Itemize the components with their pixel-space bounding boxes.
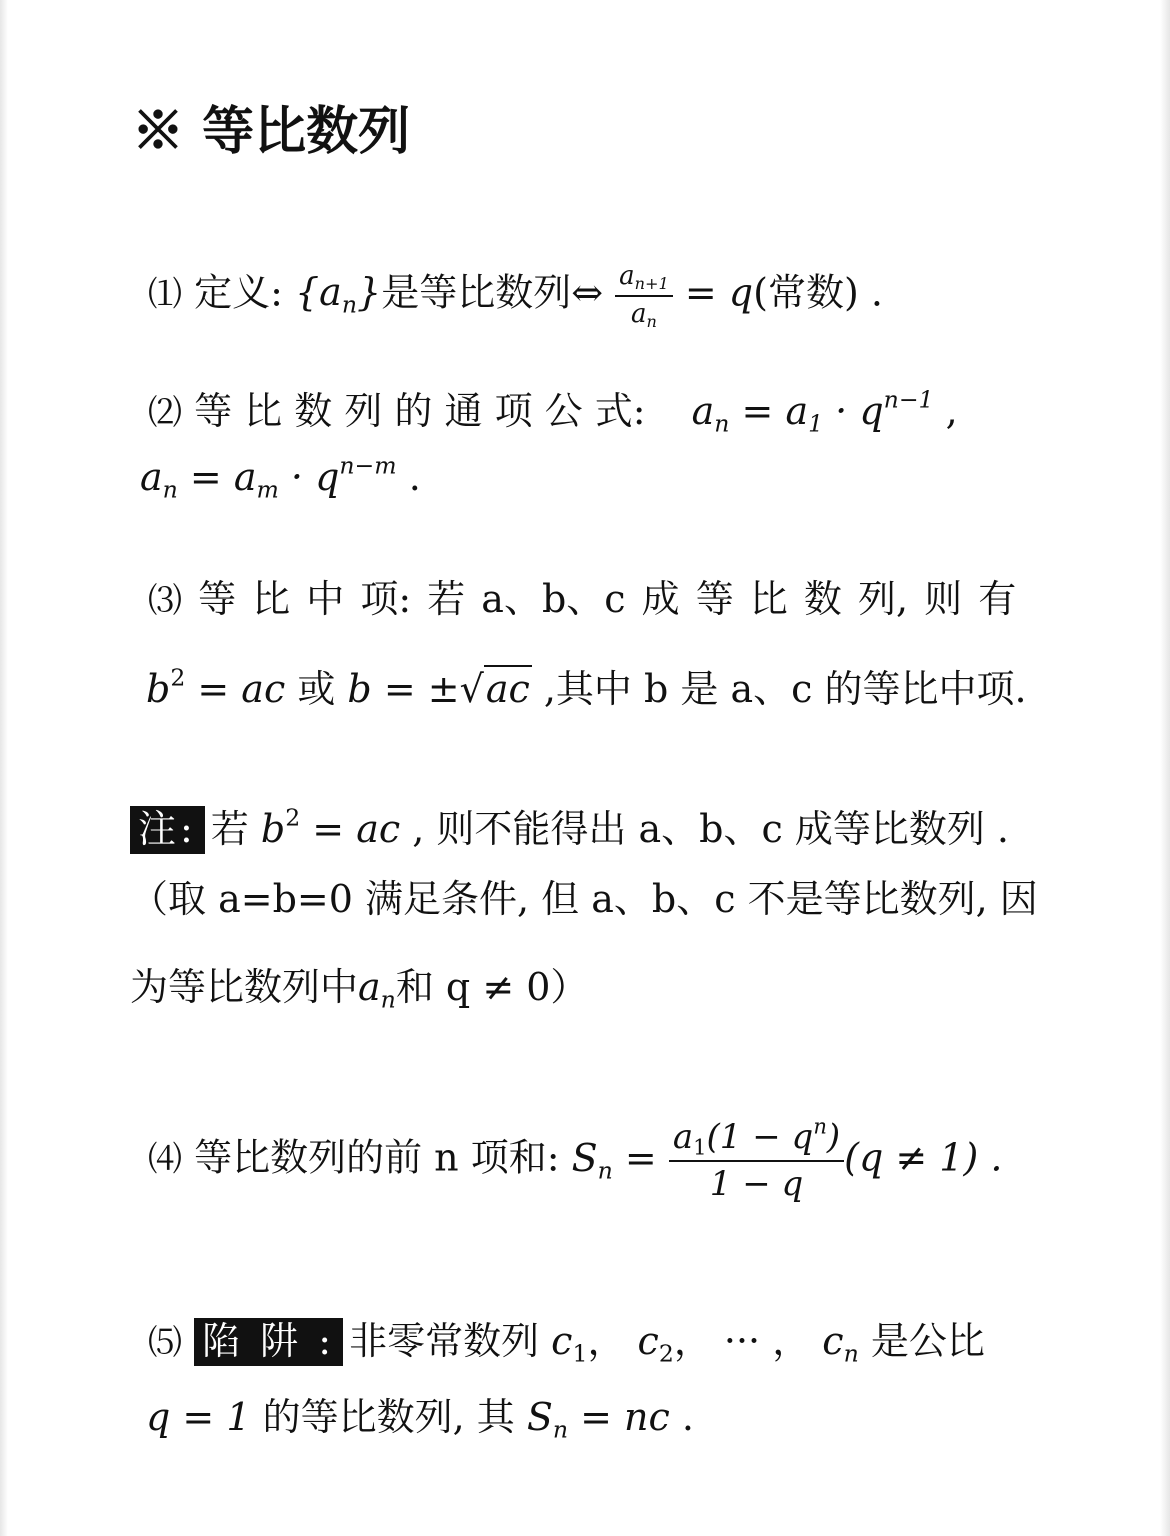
sequence-notation: $\{a_n\}$ [295, 270, 382, 319]
note-line3: 为等比数列中$a_n$和 q ≠ 0） [130, 965, 589, 1014]
definition-text: 是等比数列⇔ [381, 270, 604, 315]
trap-line2: q = 1 的等比数列, 其 $S_n$ = nc . [146, 1395, 694, 1444]
trap-tag: 陷 阱 : [194, 1318, 343, 1366]
item-definition [148, 262, 883, 330]
geometric-mean-formula: $b^2$ = ac 或 b = ±√ac ,其中 b 是 a、c 的等比中项. [146, 663, 1027, 711]
note-formula: $b^2$ = ac [260, 803, 401, 851]
general-term-label: 等 比 数 列 的 通 项 公 式: [194, 389, 646, 433]
definition-label: 定义: [194, 270, 283, 315]
item-partial-sum [148, 1113, 1003, 1205]
item-number: ⑷ [148, 1139, 182, 1180]
item-geometric-mean [148, 577, 1017, 621]
page-title: ※ 等比数列 [132, 101, 411, 162]
item-number: ⑴ [148, 274, 182, 315]
ratio-constant: (常数) . [753, 270, 883, 315]
note-line2: （取 a=b=0 满足条件, 但 a、b、c 不是等比数列, 因 [130, 877, 1038, 921]
item-number: ⑵ [148, 393, 182, 433]
note-block: 注: 若 $b^2$ = ac , 则不能得出 a、b、c 成等比数列 . [130, 806, 1009, 854]
partial-sum-condition: (q ≠ 1) . [844, 1135, 1003, 1180]
ratio-fraction: $\frac{a_{n+1}}{a_n}$ [615, 262, 673, 330]
partial-sum-label: 等比数列的前 n 项和: [194, 1135, 560, 1180]
item-trap: ⑸ 陷 阱 : 非零常数列 $c_1$， $c_2$， ··· ， $c_n$ 是公比 [148, 1319, 985, 1368]
partial-sum-fraction: $\frac{a_1(1 - q^n)}{1 - q}$ [669, 1118, 844, 1204]
general-term-formula-1: $a_n = a_1 \cdot q^{n-1}$ , [691, 385, 958, 438]
general-term-formula-2: $a_n = a_m \cdot q^{n-m}$ . [140, 451, 421, 504]
note-tag: 注: [130, 806, 205, 854]
item-general-term [148, 385, 958, 438]
page-edge-right [1160, 0, 1170, 1536]
partial-sum-symbol: $S_n$ = [571, 1135, 669, 1185]
ratio-rhs: = q [684, 270, 754, 315]
item-number: ⑸ [148, 1323, 182, 1363]
page-edge-left [0, 0, 8, 1536]
item-number: ⑶ [148, 581, 182, 621]
sqrt-symbol: √ac [459, 667, 530, 711]
geometric-mean-line1: 等 比 中 项: 若 a、b、c 成 等 比 数 列, 则 有 [198, 577, 1017, 621]
